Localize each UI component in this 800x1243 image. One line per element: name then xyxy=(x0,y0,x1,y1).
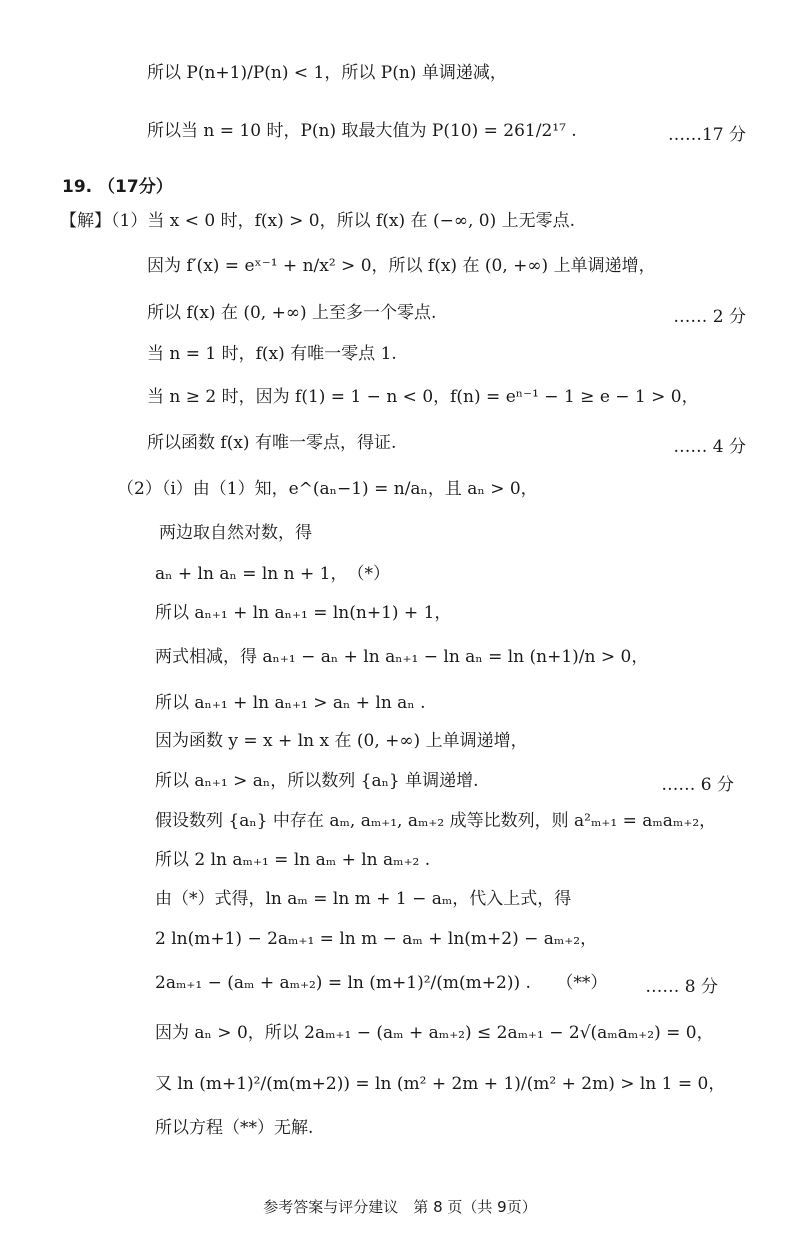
text-line-15: 因为函数 y = x + ln x 在 (0, +∞) 上单调递增， xyxy=(155,731,528,751)
text-line-3: 【解】（1）当 x < 0 时，f(x) > 0，所以 f(x) 在 (−∞, 0) 上无零点. xyxy=(60,211,576,231)
text-line-5: 所以 f(x) 在 (0, +∞) 上至多一个零点. xyxy=(147,303,437,323)
text-line-1: 所以 P(n+1)/P(n) < 1，所以 P(n) 单调递减， xyxy=(147,63,507,83)
text-line-6: 当 n = 1 时，f(x) 有唯一零点 1. xyxy=(147,344,397,364)
page-footer: 参考答案与评分建议 第 8 页（共 9页） xyxy=(263,1198,537,1216)
text-line-14: 所以 aₙ₊₁ + ln aₙ₊₁ > aₙ + ln aₙ . xyxy=(155,693,426,713)
text-line-22: 因为 aₙ > 0，所以 2aₘ₊₁ − (aₘ + aₘ₊₂) ≤ 2aₘ₊₁ − 2√(aₘaₘ₊₂) = 0， xyxy=(155,1023,714,1043)
text-line-13: 两式相减，得 aₙ₊₁ − aₙ + ln aₙ₊₁ − ln aₙ = ln (n+1)/n > 0， xyxy=(155,647,649,667)
score-6: …… 6 分 xyxy=(661,775,734,795)
text-line-8: 所以函数 f(x) 有唯一零点，得证. xyxy=(147,433,397,453)
text-line-19: 由（*）式得，ln aₘ = ln m + 1 − aₘ，代入上式，得 xyxy=(155,889,572,909)
score-17: ……17 分 xyxy=(667,125,746,145)
text-line-4: 因为 f′(x) = eˣ⁻¹ + n/x² > 0，所以 f(x) 在 (0, +∞) 上单调递增， xyxy=(147,256,656,276)
question-label: 19. （17分） xyxy=(62,177,173,197)
score-8: …… 8 分 xyxy=(645,977,718,997)
score-2: …… 2 分 xyxy=(673,307,746,327)
text-line-12: 所以 aₙ₊₁ + ln aₙ₊₁ = ln(n+1) + 1， xyxy=(155,603,452,623)
text-line-23: 又 ln (m+1)²/(m(m+2)) = ln (m² + 2m + 1)/(m² + 2m) > ln 1 = 0， xyxy=(155,1074,726,1094)
text-line-20: 2 ln(m+1) − 2aₘ₊₁ = ln m − aₘ + ln(m+2) − aₘ₊₂， xyxy=(155,929,598,949)
text-line-18: 所以 2 ln aₘ₊₁ = ln aₘ + ln aₘ₊₂ . xyxy=(155,850,431,870)
text-line-2: 所以当 n = 10 时，P(n) 取最大值为 P(10) = 261/2¹⁷ . xyxy=(147,121,577,141)
text-line-24: 所以方程（**）无解. xyxy=(155,1118,314,1138)
text-line-17: 假设数列 {aₙ} 中存在 aₘ, aₘ₊₁, aₘ₊₂ 成等比数列，则 a²ₘ₊₁ = aₘaₘ₊₂， xyxy=(155,811,717,831)
text-line-10: 两边取自然对数，得 xyxy=(159,523,312,543)
text-line-21: 2aₘ₊₁ − (aₘ + aₘ₊₂) = ln (m+1)²/(m(m+2)) . （**） xyxy=(155,973,608,993)
text-line-7: 当 n ≥ 2 时，因为 f(1) = 1 − n < 0，f(n) = eⁿ⁻¹ − 1 ≥ e − 1 > 0， xyxy=(147,387,699,407)
text-line-9: （2）（ⅰ）由（1）知，e^(aₙ−1) = n/aₙ，且 aₙ > 0， xyxy=(117,479,538,499)
score-4: …… 4 分 xyxy=(673,437,746,457)
text-line-11: aₙ + ln aₙ = ln n + 1， （*） xyxy=(155,564,390,584)
text-line-16: 所以 aₙ₊₁ > aₙ，所以数列 {aₙ} 单调递增. xyxy=(155,771,479,791)
